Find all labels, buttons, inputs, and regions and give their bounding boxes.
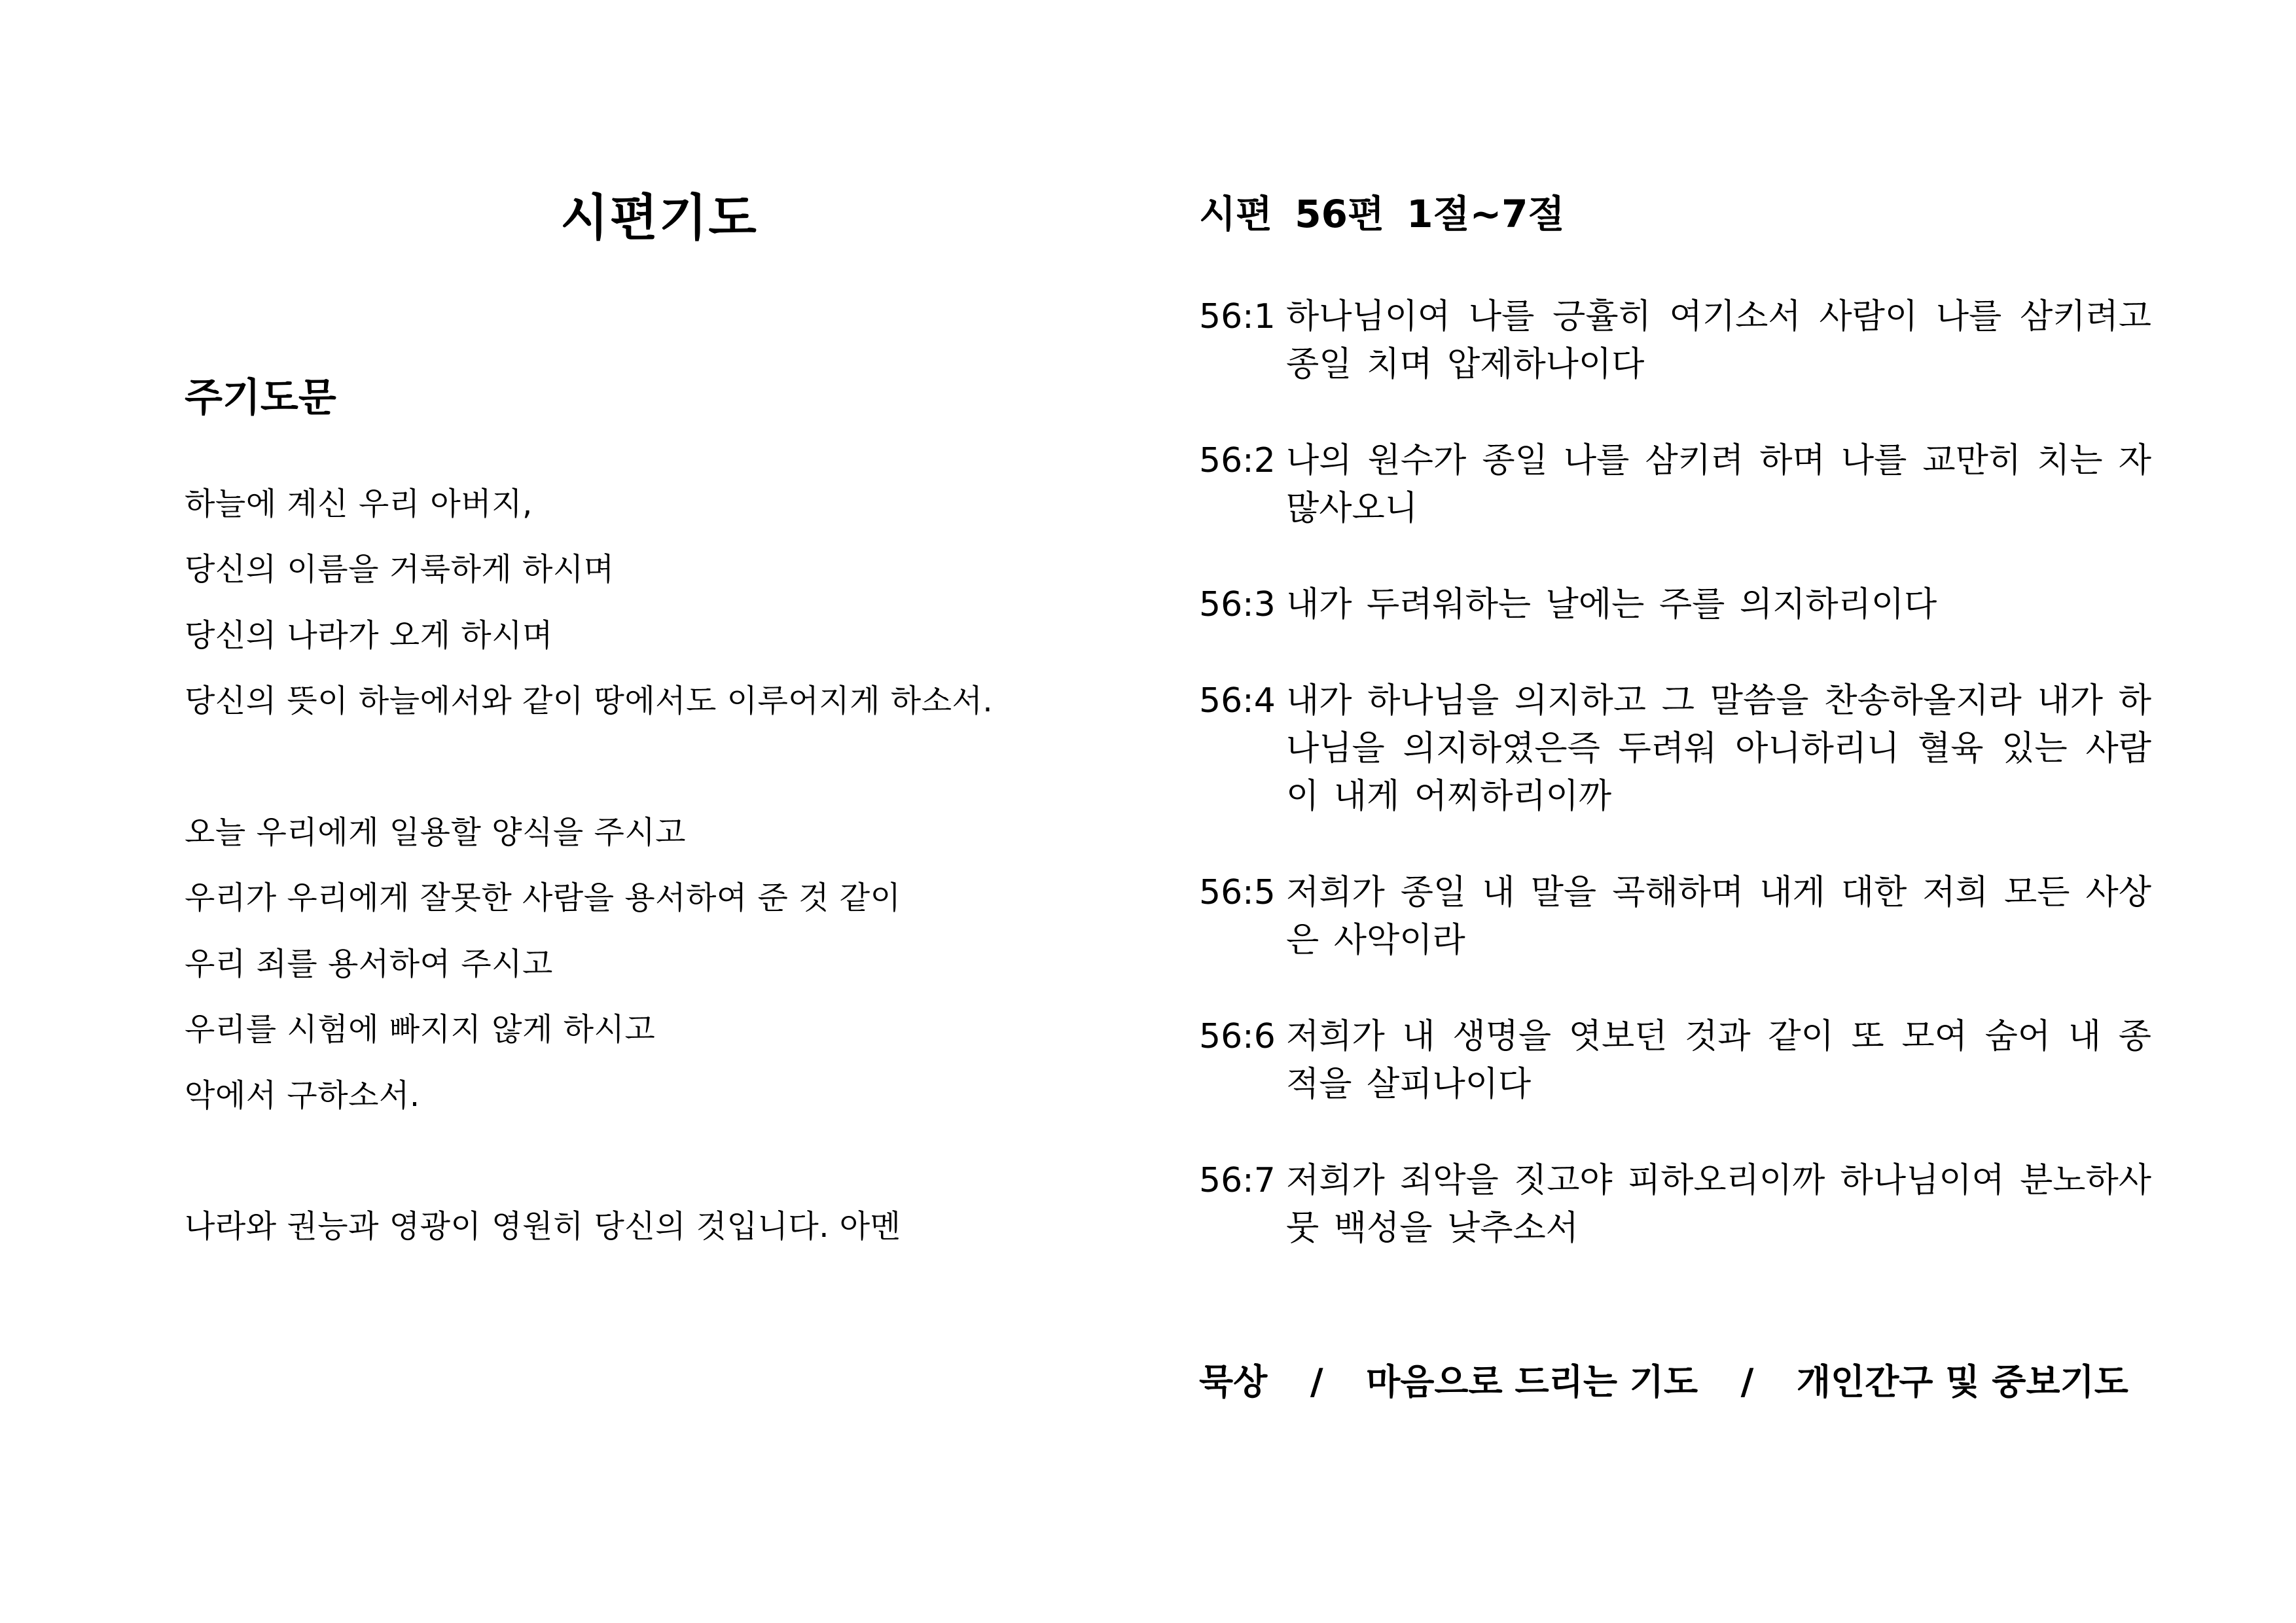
- verse-item: [1199, 437, 2151, 533]
- page-title: 시편기도: [560, 188, 758, 247]
- footer-meditation: 묵상: [1199, 1361, 1268, 1402]
- verse-item: [1199, 293, 2151, 389]
- verse-number: 56:2: [1199, 441, 1276, 480]
- verse-text: 저희가 내 생명을 엿보던 것과 같이 또 모여 숨어 내 종적을 살피나이다: [1286, 1017, 2151, 1104]
- prayer-line: 오늘 우리에게 일용할 양식을 주시고: [185, 813, 687, 851]
- prayer-line: 당신의 나라가 오게 하시며: [185, 616, 553, 654]
- verse-text: 저희가 종일 내 말을 곡해하며 내게 대한 저희 모든 사상은 사악이라: [1286, 873, 2151, 960]
- verse-text: 내가 두려워하는 날에는 주를 의지하리이다: [1286, 585, 1937, 624]
- verse-number: 56:4: [1199, 681, 1276, 721]
- prayer-line: 우리 죄를 용서하여 주시고: [185, 945, 553, 982]
- verse-item: [1199, 869, 2151, 965]
- verse-item: [1199, 581, 2151, 629]
- verse-text: 나의 원수가 종일 나를 삼키려 하며 나를 교만히 치는 자 많사오니: [1286, 441, 2151, 528]
- prayer-line: 하늘에 계신 우리 아버지,: [185, 486, 533, 522]
- prayer-order-footer: [1199, 1356, 2128, 1408]
- verse-number: 56:7: [1199, 1161, 1276, 1200]
- footer-separator: /: [1740, 1361, 1754, 1402]
- prayer-line: 당신의 이름을 거룩하게 하시며: [185, 551, 615, 588]
- verse-item: [1199, 677, 2151, 821]
- footer-separator: /: [1310, 1361, 1323, 1402]
- verse-text: 내가 하나님을 의지하고 그 말씀을 찬송하올지라 내가 하나님을 의지하였은즉 두려워 아니하리니 혈육 있는 사람이 내게 어찌하리이까: [1286, 681, 2151, 816]
- prayer-line: 당신의 뜻이 하늘에서와 같이 땅에서도 이루어지게 하소서.: [185, 683, 994, 720]
- prayer-line: 우리를 시험에 빠지지 않게 하시고: [185, 1011, 656, 1048]
- verse-item: [1199, 1013, 2151, 1109]
- prayer-heading: 주기도문: [185, 375, 336, 421]
- verse-number: 56:1: [1199, 297, 1276, 336]
- verse-number: 56:6: [1199, 1017, 1276, 1056]
- footer-intercession: 개인간구 및 중보기도: [1796, 1361, 2128, 1402]
- footer-heart-prayer: 마음으로 드리는 기도: [1366, 1361, 1698, 1402]
- psalm-title: 시편 56편 1절~7절: [1199, 192, 1565, 236]
- verse-list: [1199, 293, 2151, 1301]
- prayer-line: 나라와 권능과 영광이 영원히 당신의 것입니다. 아멘: [185, 1208, 901, 1245]
- verse-number: 56:3: [1199, 585, 1276, 624]
- lords-prayer: [185, 471, 993, 1260]
- prayer-line: 악에서 구하소서.: [185, 1077, 420, 1114]
- verse-number: 56:5: [1199, 873, 1276, 912]
- verse-text: 하나님이여 나를 긍휼히 여기소서 사람이 나를 삼키려고 종일 치며 압제하나이다: [1286, 297, 2151, 384]
- verse-item: [1199, 1157, 2151, 1253]
- prayer-spacer: [185, 734, 993, 800]
- prayer-line: 우리가 우리에게 잘못한 사람을 용서하여 준 것 같이: [185, 880, 901, 917]
- verse-text: 저희가 죄악을 짓고야 피하오리이까 하나님이여 분노하사 뭇 백성을 낮추소서: [1286, 1161, 2151, 1248]
- prayer-spacer: [185, 1128, 993, 1194]
